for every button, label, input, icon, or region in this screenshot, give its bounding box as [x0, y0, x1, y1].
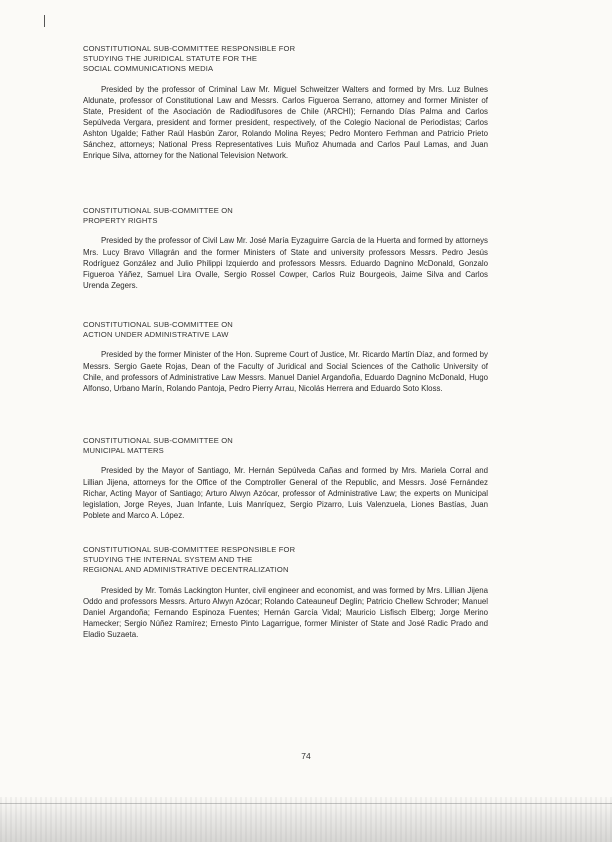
section-property-rights: [83, 206, 488, 291]
section-paragraph: Presided by the professor of Civil Law Mr. José María Eyzaguirre García de la Huerta and formed by attorneys Mrs. Lucy Bravo Villagrán and the former Ministers of State and university professors Messrs. Pedro Jesús Rodríguez González and Julio Philippi Izquierdo and professors Messrs. Eduardo Dagnino McDonald, Gonzalo Figueroa Yáñez, Samuel Lira Ovalle, Sergio Rossel Cowper, Carlos Ruiz Bourgeois, Jaime Silva and Carlos Urenda Zegers.: [83, 236, 488, 290]
heading-line: PROPERTY RIGHTS: [83, 216, 158, 226]
heading-line: CONSTITUTIONAL SUB-COMMITTEE RESPONSIBLE FOR: [83, 44, 296, 53]
heading-line: STUDYING THE JURIDICAL STATUTE FOR THE: [83, 54, 258, 64]
section-paragraph: Presided by Mr. Tomás Lackington Hunter, civil engineer and economist, and was formed by Mrs. Lillian Jijena Oddo and professors Messrs. Arturo Alwyn Azócar; Rolando Cateauneuf Deglin; Patricio Chellew Schroder; Manuel Daniel Argandoña; Fernando Espinoza Fuentes; Hernán García Vidal; Mauricio Lisfisch Elberg; Jorge Merino Hamecker; Sergio Núñez Ramírez; Ernesto Pinto Lagarrigue, former Minister of State and José Radic Prado and Eladio Suzaeta.: [83, 585, 488, 639]
section-paragraph: Presided by the professor of Criminal Law Mr. Miguel Schweitzer Walters and formed by Mrs. Luz Bulnes Aldunate, professor of Constitutional Law and Messrs. Carlos Figueroa Serrano, attorney and former Minister of State, President of the Asociación de Radiodifusores de Chile (ARCHI); Fernando Días Palma and Carlos Sepúlveda Vergara, president and former president, respectively, of the Colegio Nacional de Periodistas; Carlos Ashton Ugalde; Father Raúl Hasbún Zaror, Rolando Molina Reyes; Pedro Montero Ferhman and Patricio Prieto Sánchez, attorneys; National Press Representatives Luis Muñoz Ahumada and Carlos Paul Lamas, and Juan Enrique Silva, attorney for the National Television Network.: [83, 84, 488, 161]
heading-line: CONSTITUTIONAL SUB-COMMITTEE ON: [83, 320, 233, 329]
section-paragraph: Presided by the former Minister of the Hon. Supreme Court of Justice, Mr. Ricardo Martín Díaz, and formed by Messrs. Sergio Gaete Rojas, Dean of the Faculty of Juridical and Social Sciences of the Catholic University of Chile, and professors of Administrative Law Messrs. Manuel Daniel Argandoña, Eduardo Dagnino McDonald, Hugo Alfonso, Urbano Marín, Rolando Pantoja, Pedro Pierry Arrau, Nicolás Herrera and Eduardo Soto Kloss.: [83, 350, 488, 393]
section-social-communications-media: [83, 44, 488, 161]
scan-bottom-edge: [0, 797, 612, 842]
section-heading: [83, 320, 488, 340]
margin-mark: [44, 15, 45, 27]
heading-line: REGIONAL AND ADMINISTRATIVE DECENTRALIZATION: [83, 565, 289, 575]
heading-line: CONSTITUTIONAL SUB-COMMITTEE RESPONSIBLE FOR: [83, 545, 296, 554]
heading-line: CONSTITUTIONAL SUB-COMMITTEE ON: [83, 436, 233, 445]
section-decentralization: [83, 545, 488, 640]
section-paragraph: Presided by the Mayor of Santiago, Mr. Hernán Sepúlveda Cañas and formed by Mrs. Mariela Corral and Lillian Jijena, attorneys for the Office of the Comptroller General of the Republic, and Messrs. José Fernández Richar, Acting Mayor of Santiago; Arturo Alwyn Azócar, professor of Administrative Law; the experts on Municipal legislation, Jorge Reyes, Juan Infante, Luis Manríquez, Sergio Pizarro, Luis Valenzuela, Liones Bastías, Juan Poblete and Marco A. López.: [83, 466, 488, 520]
heading-line: STUDYING THE INTERNAL SYSTEM AND THE: [83, 555, 253, 565]
heading-line: SOCIAL COMMUNICATIONS MEDIA: [83, 64, 214, 74]
heading-line: MUNICIPAL MATTERS: [83, 446, 164, 456]
section-heading: [83, 206, 488, 226]
section-administrative-law: [83, 320, 488, 394]
section-heading: [83, 545, 488, 576]
section-municipal-matters: [83, 436, 488, 521]
section-heading: [83, 44, 488, 75]
heading-line: ACTION UNDER ADMINISTRATIVE LAW: [83, 330, 229, 340]
section-heading: [83, 436, 488, 456]
page-number: 74: [301, 751, 311, 761]
heading-line: CONSTITUTIONAL SUB-COMMITTEE ON: [83, 206, 233, 215]
